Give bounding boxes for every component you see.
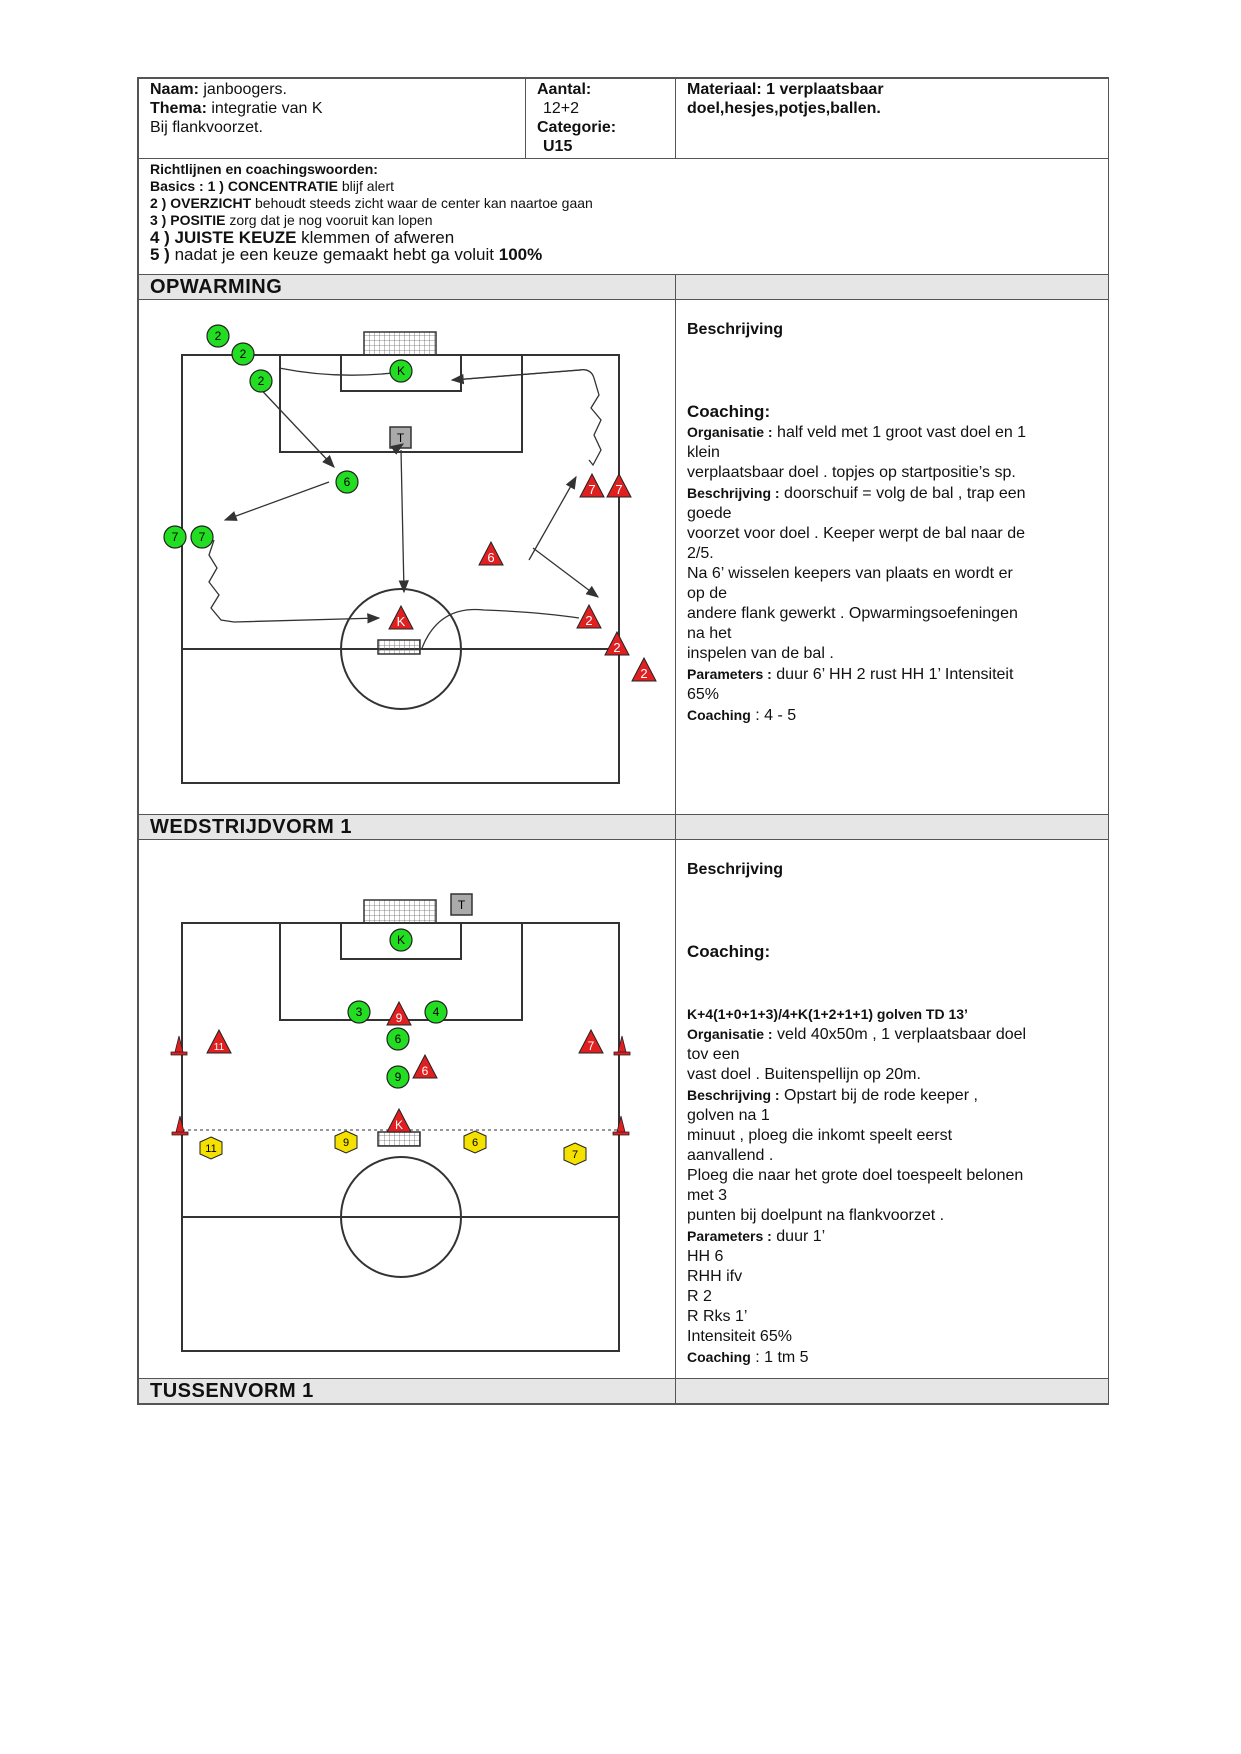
green-player bbox=[207, 325, 229, 347]
coaching-value: : 1 tm 5 bbox=[750, 1349, 809, 1366]
thema-line2: Bij flankvoorzet. bbox=[150, 119, 263, 136]
svg-text:2: 2 bbox=[613, 640, 621, 655]
yellow-player bbox=[464, 1131, 486, 1153]
svg-text:6: 6 bbox=[394, 1032, 402, 1046]
svg-text:7: 7 bbox=[571, 1149, 579, 1161]
beschrijving-title: Beschrijving bbox=[687, 861, 784, 878]
voluit-label: 5 ) bbox=[150, 245, 170, 264]
red-player bbox=[607, 474, 631, 497]
red-player bbox=[632, 658, 656, 681]
svg-text:6: 6 bbox=[343, 475, 351, 489]
wedstrijdvorm-header-empty bbox=[676, 815, 1109, 840]
voluit-text: nadat je een keuze gemaakt hebt ga voluit bbox=[169, 245, 499, 264]
svg-text:9: 9 bbox=[342, 1137, 350, 1149]
parameters-text: 65% bbox=[687, 686, 720, 703]
beschrijving-text: andere flank gewerkt . Opwarmingsoefeningen bbox=[687, 605, 1018, 622]
red-keeper bbox=[387, 1109, 411, 1132]
tussenvorm-header-empty bbox=[676, 1379, 1109, 1404]
svg-text:K: K bbox=[396, 364, 406, 378]
svg-text:2: 2 bbox=[257, 374, 265, 388]
beschrijving-text: punten bij doelpunt na flankvoorzet . bbox=[687, 1207, 945, 1224]
cone-icon bbox=[613, 1116, 629, 1135]
coaching-title: Coaching: bbox=[687, 942, 771, 961]
parameters-text: R 2 bbox=[687, 1288, 712, 1305]
svg-text:2: 2 bbox=[640, 666, 648, 681]
center-circle-lower bbox=[341, 1217, 461, 1277]
green-player bbox=[348, 1001, 370, 1023]
keuze-text: klemmen of afweren bbox=[296, 228, 455, 247]
richtlijnen-cell bbox=[139, 159, 1109, 275]
wedstrijdvorm-title: WEDSTRIJDVORM 1 bbox=[139, 815, 676, 840]
tussenvorm-title: TUSSENVORM 1 bbox=[139, 1379, 676, 1404]
wedstrijd-description bbox=[676, 840, 1109, 1379]
coaching-label: Coaching bbox=[687, 707, 751, 723]
organisatie-text: tov een bbox=[687, 1046, 740, 1063]
header-row bbox=[139, 79, 1109, 159]
small-goal bbox=[378, 640, 420, 654]
svg-text:6: 6 bbox=[421, 1064, 429, 1078]
svg-text:6: 6 bbox=[471, 1137, 479, 1149]
organisatie-text: veld 40x50m , 1 verplaatsbaar doel bbox=[772, 1026, 1027, 1043]
green-player bbox=[232, 343, 254, 365]
svg-text:7: 7 bbox=[615, 482, 623, 497]
categorie-value: U15 bbox=[543, 138, 573, 155]
organisatie-text: klein bbox=[687, 444, 720, 461]
svg-text:4: 4 bbox=[432, 1005, 440, 1019]
parameters-text: HH 6 bbox=[687, 1248, 724, 1265]
pass-arrow bbox=[252, 380, 334, 467]
opwarming-title: OPWARMING bbox=[139, 275, 676, 300]
svg-text:6: 6 bbox=[487, 550, 495, 565]
naam-value: janboogers. bbox=[203, 81, 287, 98]
overzicht-text: behoudt steeds zicht waar de center kan naartoe gaan bbox=[251, 195, 593, 211]
big-goal bbox=[364, 332, 436, 355]
opwarming-row bbox=[139, 300, 1109, 815]
materiaal-line2: doel,hesjes,potjes,ballen. bbox=[687, 100, 881, 117]
beschrijving-text: 2/5. bbox=[687, 545, 714, 562]
richtlijnen-row bbox=[139, 159, 1109, 275]
svg-text:3: 3 bbox=[355, 1005, 363, 1019]
overzicht-label: 2 ) OVERZICHT bbox=[150, 195, 252, 211]
red-player bbox=[387, 1002, 411, 1025]
green-keeper bbox=[390, 360, 412, 382]
basics-label: Basics : 1 ) CONCENTRATIE bbox=[150, 178, 338, 194]
beschrijving-text: op de bbox=[687, 585, 728, 602]
svg-text:2: 2 bbox=[214, 329, 222, 343]
opwarming-header bbox=[139, 275, 1109, 300]
opwarming-diagram-cell bbox=[139, 300, 676, 815]
green-player bbox=[191, 526, 213, 548]
beschrijving-text: Ploeg die naar het grote doel toespeelt belonen bbox=[687, 1167, 1024, 1184]
beschrijving-label: Beschrijving : bbox=[687, 485, 780, 501]
svg-text:K: K bbox=[396, 933, 406, 947]
keuze-label: 4 ) JUISTE KEUZE bbox=[150, 228, 297, 247]
big-goal bbox=[364, 900, 436, 923]
beschrijving-text: voorzet voor doel . Keeper werpt de bal naar de bbox=[687, 525, 1025, 542]
svg-text:11: 11 bbox=[213, 1042, 225, 1053]
red-keeper bbox=[389, 606, 413, 629]
run-line bbox=[209, 540, 379, 622]
thema-value: integratie van K bbox=[211, 100, 323, 117]
materiaal-cell bbox=[676, 79, 1109, 159]
yellow-player bbox=[335, 1131, 357, 1153]
cone-icon bbox=[172, 1116, 188, 1135]
run-line bbox=[454, 370, 601, 465]
positie-label: 3 ) POSITIE bbox=[150, 212, 226, 228]
green-player bbox=[336, 471, 358, 493]
aantal-cell bbox=[526, 79, 676, 159]
parameters-text: duur 6’ HH 2 rust HH 1’ Intensiteit bbox=[771, 666, 1014, 683]
red-player bbox=[577, 605, 601, 628]
pass-arrow bbox=[529, 477, 576, 560]
svg-text:7: 7 bbox=[588, 482, 596, 497]
svg-text:9: 9 bbox=[395, 1011, 403, 1025]
beschrijving-text: na het bbox=[687, 625, 732, 642]
coaching-label: Coaching bbox=[687, 1349, 751, 1365]
topjes-box-label: T bbox=[457, 898, 466, 912]
organisatie-text: verplaatsbaar doel . topjes op startpositie’s sp. bbox=[687, 464, 1016, 481]
thema-label: Thema: bbox=[150, 100, 207, 117]
green-player bbox=[387, 1028, 409, 1050]
positie-text: zorg dat je nog vooruit kan lopen bbox=[225, 212, 433, 228]
beschrijving-text: golven na 1 bbox=[687, 1107, 770, 1124]
wedstrijd-diagram bbox=[139, 840, 676, 1378]
svg-text:7: 7 bbox=[587, 1039, 595, 1053]
naam-label: Naam: bbox=[150, 81, 199, 98]
red-player bbox=[605, 632, 629, 655]
beschrijving-text: goede bbox=[687, 505, 732, 522]
red-player bbox=[579, 1030, 603, 1053]
beschrijving-text: doorschuif = volg de bal , trap een bbox=[779, 485, 1026, 502]
red-player bbox=[413, 1055, 437, 1078]
green-player bbox=[250, 370, 272, 392]
parameters-label: Parameters : bbox=[687, 666, 772, 682]
svg-text:2: 2 bbox=[585, 613, 593, 628]
yellow-player bbox=[564, 1143, 586, 1165]
organisatie-text: vast doel . Buitenspellijn op 20m. bbox=[687, 1066, 921, 1083]
parameters-text: duur 1’ bbox=[771, 1228, 826, 1245]
svg-text:11: 11 bbox=[205, 1143, 217, 1155]
svg-text:K: K bbox=[394, 1118, 404, 1132]
svg-text:2: 2 bbox=[239, 347, 247, 361]
beschrijving-title: Beschrijving bbox=[687, 321, 784, 338]
svg-text:K: K bbox=[396, 614, 406, 629]
green-player bbox=[425, 1001, 447, 1023]
opwarming-description bbox=[676, 300, 1109, 815]
opwarming-header-empty bbox=[676, 275, 1109, 300]
voluit-end: 100% bbox=[498, 245, 543, 264]
formula-text: K+4(1+0+1+3)/4+K(1+2+1+1) golven TD 13’ bbox=[687, 1006, 968, 1022]
coaching-title: Coaching: bbox=[687, 402, 771, 421]
organisatie-label: Organisatie : bbox=[687, 1026, 773, 1042]
red-player bbox=[207, 1030, 231, 1053]
beschrijving-text: minuut , ploeg die inkomt speelt eerst bbox=[687, 1127, 953, 1144]
red-player bbox=[479, 542, 503, 565]
beschrijving-text: inspelen van de bal . bbox=[687, 645, 834, 662]
parameters-text: RHH ifv bbox=[687, 1268, 743, 1285]
pass-arrow bbox=[533, 548, 598, 597]
richtlijnen-title: Richtlijnen en coachingswoorden: bbox=[150, 161, 378, 177]
cross-line bbox=[422, 609, 579, 648]
yellow-player bbox=[200, 1137, 222, 1159]
green-player bbox=[387, 1066, 409, 1088]
green-keeper bbox=[390, 929, 412, 951]
wedstrijdvorm-row bbox=[139, 840, 1109, 1379]
svg-text:9: 9 bbox=[394, 1070, 402, 1084]
green-player bbox=[164, 526, 186, 548]
pass-arrow bbox=[225, 482, 329, 520]
red-player bbox=[580, 474, 604, 497]
throw-arrow bbox=[401, 450, 404, 592]
opwarming-diagram bbox=[139, 300, 676, 814]
aantal-label: Aantal: bbox=[537, 81, 592, 98]
naam-cell bbox=[139, 79, 526, 159]
pitch-outline bbox=[182, 355, 619, 783]
tussenvorm-header bbox=[139, 1379, 1109, 1404]
parameters-label: Parameters : bbox=[687, 1228, 772, 1244]
cone-icon bbox=[614, 1036, 630, 1055]
small-goal bbox=[378, 1132, 420, 1146]
parameters-text: R Rks 1’ bbox=[687, 1308, 748, 1325]
wedstrijd-diagram-cell bbox=[139, 840, 676, 1379]
beschrijving-text: Na 6’ wisselen keepers van plaats en wordt er bbox=[687, 565, 1013, 582]
cone-icon bbox=[171, 1036, 187, 1055]
topjes-box-label: T bbox=[396, 431, 405, 445]
beschrijving-label: Beschrijving : bbox=[687, 1087, 780, 1103]
center-circle bbox=[341, 1157, 461, 1217]
beschrijving-text: met 3 bbox=[687, 1187, 728, 1204]
beschrijving-text: aanvallend . bbox=[687, 1147, 774, 1164]
beschrijving-text: Opstart bij de rode keeper , bbox=[779, 1087, 978, 1104]
wedstrijdvorm-header bbox=[139, 815, 1109, 840]
svg-text:7: 7 bbox=[171, 530, 179, 544]
materiaal-line1: Materiaal: 1 verplaatsbaar bbox=[687, 81, 884, 98]
training-sheet bbox=[137, 77, 1109, 1405]
organisatie-text: half veld met 1 groot vast doel en 1 bbox=[772, 424, 1027, 441]
aantal-value: 12+2 bbox=[543, 100, 580, 117]
coaching-value: : 4 - 5 bbox=[750, 707, 797, 724]
organisatie-label: Organisatie : bbox=[687, 424, 773, 440]
basics-text: blijf alert bbox=[338, 178, 395, 194]
parameters-text: Intensiteit 65% bbox=[687, 1328, 792, 1345]
categorie-label: Categorie: bbox=[537, 119, 617, 136]
svg-text:7: 7 bbox=[198, 530, 206, 544]
